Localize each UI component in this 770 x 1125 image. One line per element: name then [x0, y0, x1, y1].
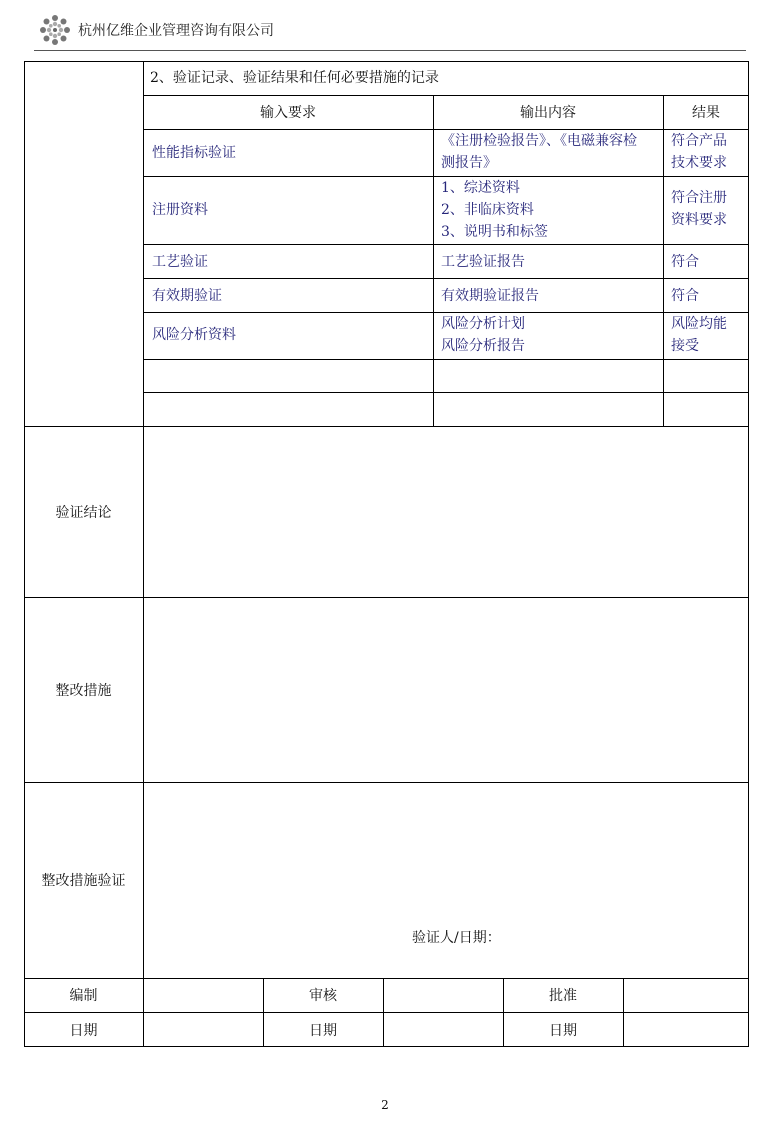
page-header [38, 12, 274, 48]
compiled-date-label: 日期 [69, 1022, 98, 1039]
rectification-verification-label: 整改措施验证 [41, 873, 126, 889]
table-row-input: 风险分析资料 [152, 327, 236, 343]
section-2-title: 2、验证记录、验证结果和任何必要措施的记录 [150, 70, 439, 86]
company-logo-icon [38, 13, 72, 47]
table-row-output: 工艺验证报告 [441, 254, 525, 270]
compiled-by-label: 编制 [69, 988, 98, 1004]
reviewed-by-label: 审核 [309, 988, 337, 1004]
table-row-result: 符合产品 技术要求 [671, 133, 727, 171]
table-row-output: 有效期验证报告 [441, 288, 539, 304]
rectification-measures-label: 整改措施 [55, 682, 112, 699]
table-row-input: 注册资料 [152, 202, 208, 218]
approved-date-label: 日期 [549, 1022, 577, 1039]
table-row-input: 工艺验证 [152, 254, 208, 270]
table-row-result: 符合注册 资料要求 [671, 190, 727, 228]
table-row-result: 符合 [671, 288, 699, 304]
column-header-result: 结果 [692, 105, 720, 121]
approved-by-label: 批准 [549, 988, 577, 1004]
verifier-date-label: 验证人/日期： [412, 930, 501, 946]
table-row-input: 有效期验证 [152, 288, 222, 304]
rectification-measures-field[interactable] [144, 598, 748, 782]
company-name: 杭州亿维企业管理咨询有限公司 [78, 23, 274, 39]
table-row-output: 风险分析计划 风险分析报告 [441, 316, 525, 354]
reviewed-date-label: 日期 [309, 1022, 337, 1039]
header-divider [34, 50, 746, 51]
reviewed-date-field[interactable] [384, 1013, 503, 1046]
reviewed-by-field[interactable] [384, 979, 503, 1012]
column-header-input: 输入要求 [260, 105, 316, 121]
approved-date-field[interactable] [624, 1013, 748, 1046]
table-row-result: 风险均能 接受 [671, 316, 727, 354]
compiled-by-field[interactable] [144, 979, 263, 1012]
table-row-output: 1、综述资料 2、非临床资料 3、说明书和标签 [441, 180, 548, 240]
column-header-output: 输出内容 [520, 105, 576, 121]
table-row-input: 性能指标验证 [152, 145, 236, 161]
table-row-output: 《注册检验报告》、《电磁兼容检 测报告》 [441, 133, 637, 171]
verification-conclusion-field[interactable] [144, 427, 748, 597]
table-row-result: 符合 [671, 254, 699, 270]
approved-by-field[interactable] [624, 979, 748, 1012]
compiled-date-field[interactable] [144, 1013, 263, 1046]
verification-conclusion-label: 验证结论 [55, 504, 112, 521]
page-number: 2 [381, 1098, 389, 1112]
